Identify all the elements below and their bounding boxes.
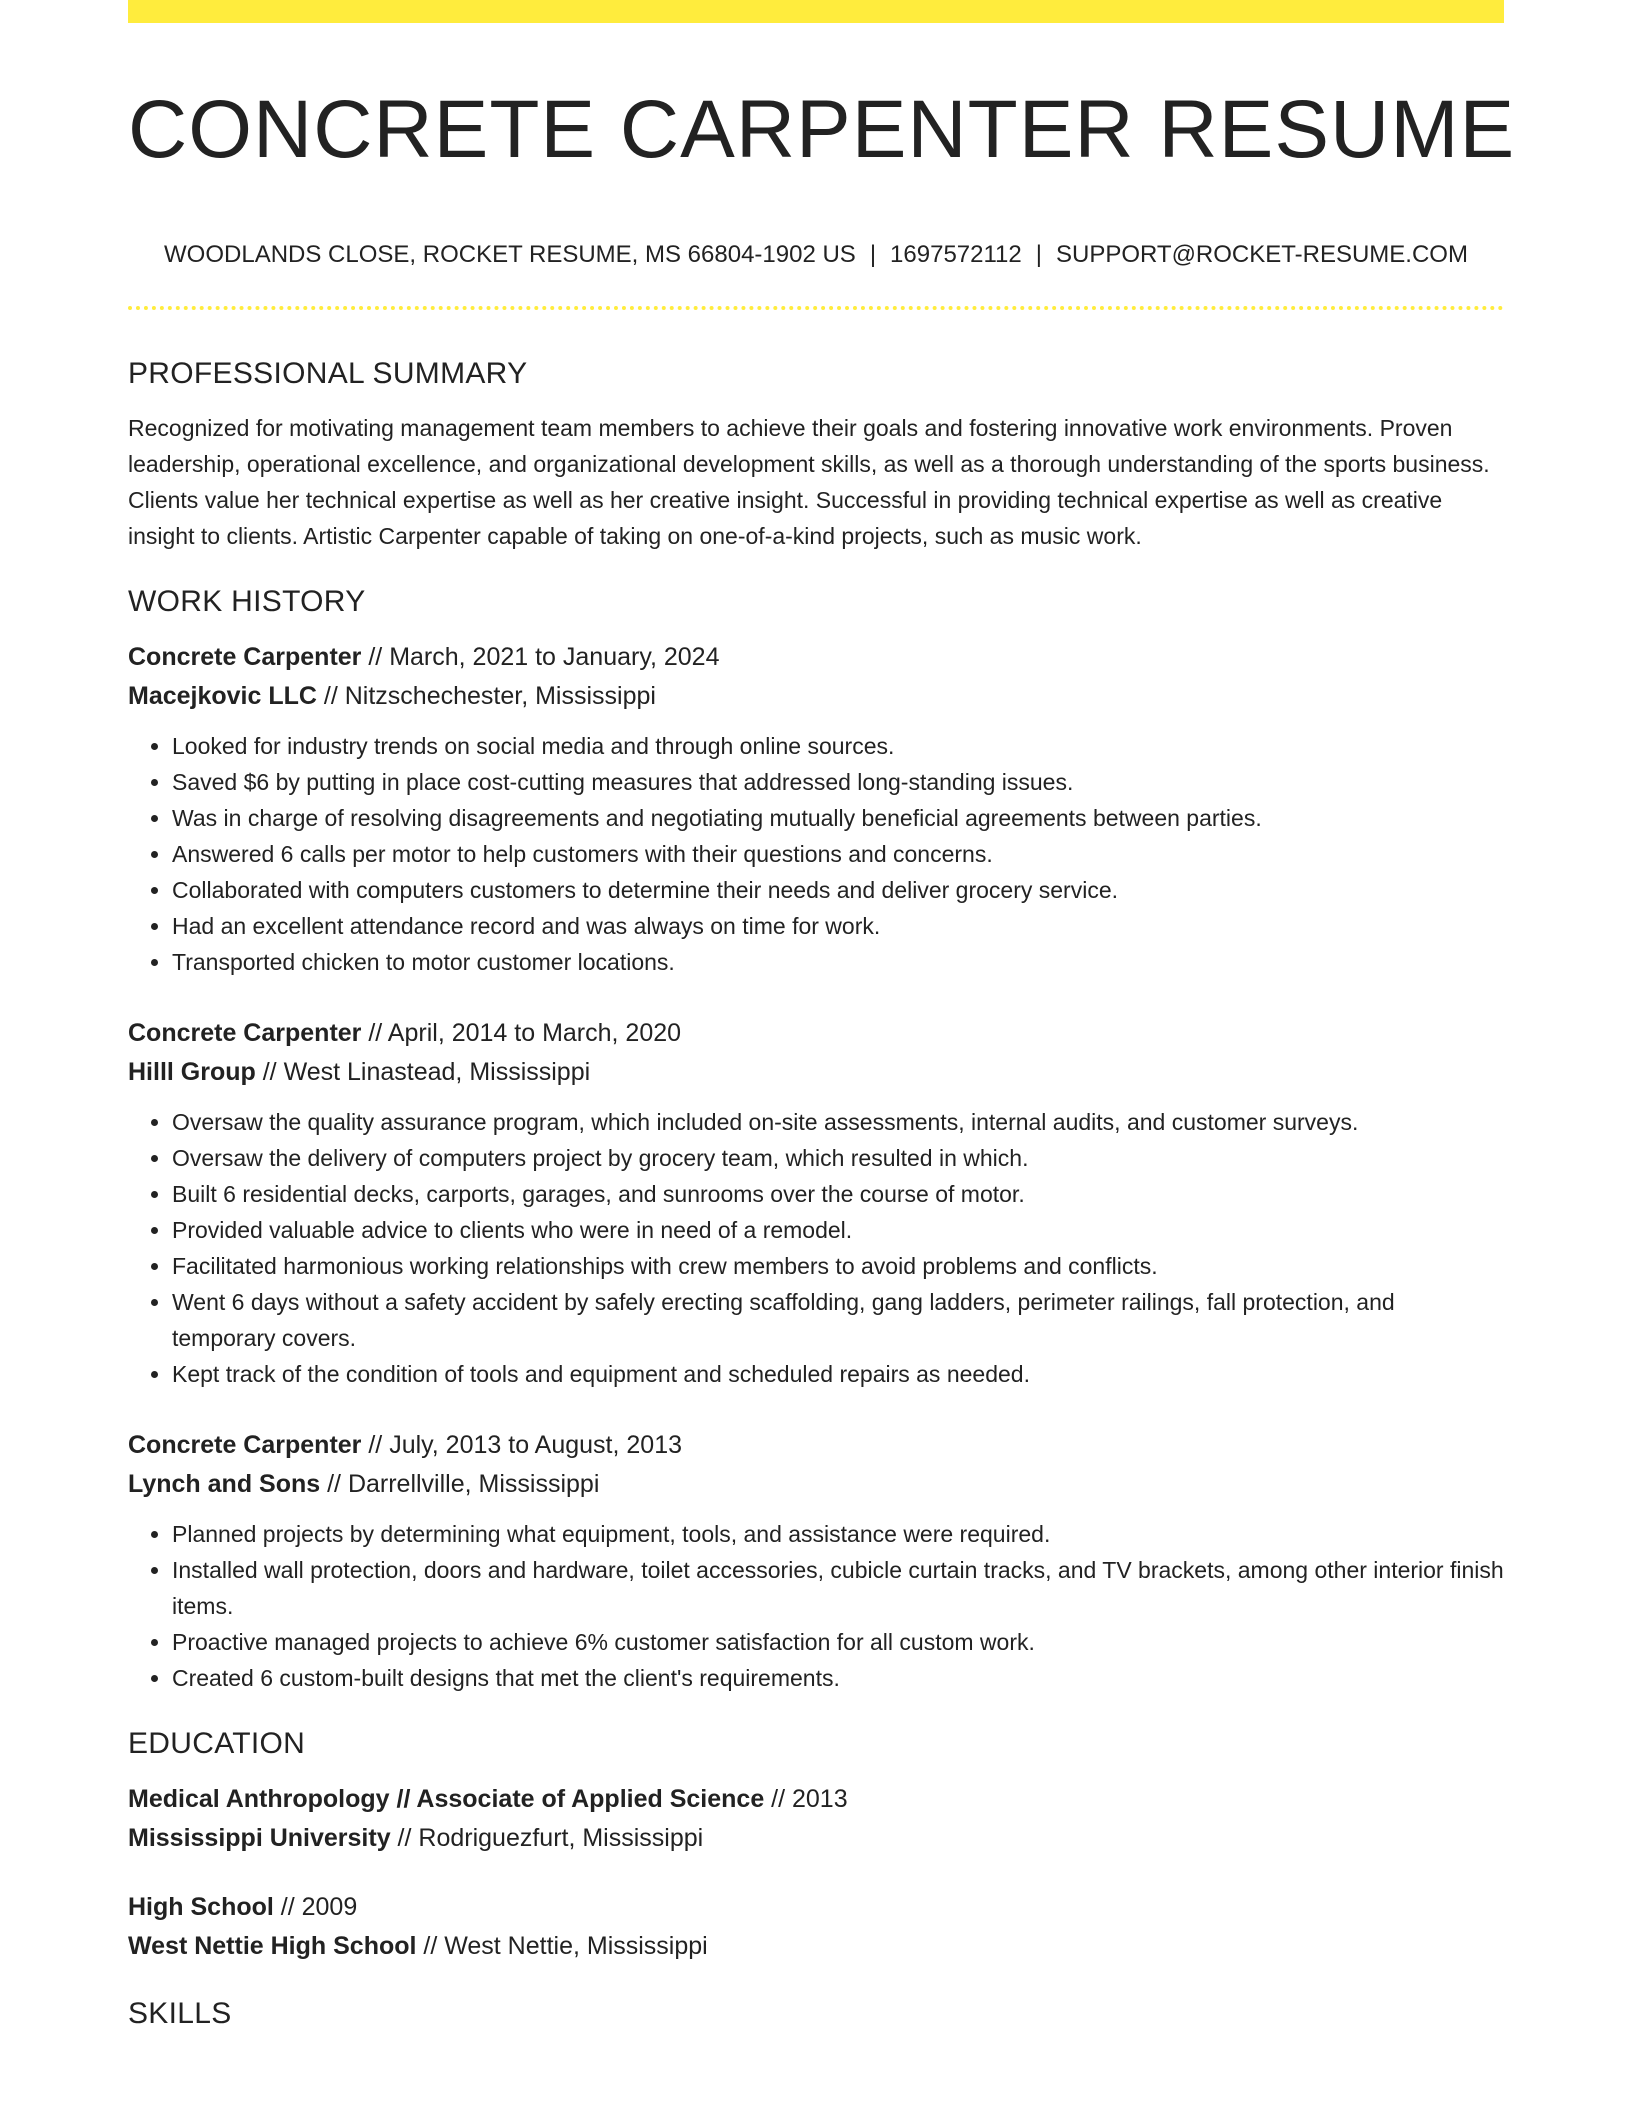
education-degree: Medical Anthropology // Associate of Applied Science	[128, 1785, 765, 1813]
education-year: // 2009	[273, 1893, 358, 1921]
job-bullet: • Had an excellent attendance record and was always on time for work.	[172, 908, 1504, 944]
education-school-line	[128, 1927, 1504, 1966]
contact-line	[128, 236, 1504, 274]
job-bullet: • Proactive managed projects to achieve 6% customer satisfaction for all custom work.	[172, 1624, 1504, 1660]
contact-email: SUPPORT@ROCKET-RESUME.COM	[1055, 241, 1468, 268]
contact-separator: |	[869, 241, 877, 268]
job-dates: // July, 2013 to August, 2013	[361, 1431, 682, 1459]
job-bullet: • Installed wall protection, doors and hardware, toilet accessories, cubicle curtain tracks, and TV brackets, among other interior finish items.	[172, 1552, 1504, 1624]
job-location: // Nitzschechester, Mississippi	[316, 682, 656, 710]
education-school-line	[128, 1819, 1504, 1858]
job-bullet: • Created 6 custom-built designs that met the client's requirements.	[172, 1660, 1504, 1696]
education-location: // Rodriguezfurt, Mississippi	[390, 1824, 704, 1852]
job-bullet: • Was in charge of resolving disagreements and negotiating mutually beneficial agreements between parties.	[172, 800, 1504, 836]
job-bullet: • Went 6 days without a safety accident by safely erecting scaffolding, gang ladders, perimeter railings, fall protection, and temporary covers.	[172, 1284, 1504, 1356]
summary-text: Recognized for motivating management team members to achieve their goals and fostering innovative work environments. Proven leadership, operational excellence, and organizational development skills, as well as a thorough understanding of the sports business. Clients value her technical expertise as well as her creative insight. Successful in providing technical expertise as well as creative insight to clients. Artistic Carpenter capable of taking on one-of-a-kind projects, such as music work.	[128, 415, 1490, 549]
job-title-line	[128, 1426, 1504, 1465]
education-entry	[128, 1780, 1504, 1858]
contact-phone: 1697572112	[890, 241, 1022, 268]
job-location: // Darrellville, Mississippi	[320, 1470, 600, 1498]
job-location: // West Linastead, Mississippi	[255, 1058, 591, 1086]
education-degree: High School	[128, 1893, 274, 1921]
job-title-line	[128, 638, 1504, 677]
job-company-line	[128, 677, 1504, 716]
job-bullet: • Oversaw the quality assurance program, which included on-site assessments, internal audits, and customer surveys.	[172, 1104, 1504, 1140]
header-divider	[128, 306, 1504, 310]
education-year: // 2013	[764, 1785, 848, 1813]
job-entry	[128, 1014, 1504, 1392]
summary-heading: PROFESSIONAL SUMMARY	[128, 357, 528, 390]
job-company: Lynch and Sons	[128, 1470, 321, 1498]
job-company: Hilll Group	[128, 1058, 256, 1086]
job-bullet: • Facilitated harmonious working relationships with crew members to avoid problems and conflicts.	[172, 1248, 1504, 1284]
work-history-heading: WORK HISTORY	[128, 585, 366, 618]
job-bullets	[128, 1104, 1504, 1392]
top-accent-bar	[128, 0, 1504, 23]
contact-address: WOODLANDS CLOSE, ROCKET RESUME, MS 66804-1902 US	[164, 241, 856, 268]
resume-content	[128, 352, 1504, 2036]
education-heading: EDUCATION	[128, 1727, 306, 1760]
education-school: Mississippi University	[128, 1824, 391, 1852]
job-bullet: • Transported chicken to motor customer locations.	[172, 944, 1504, 980]
job-bullets	[128, 1516, 1504, 1696]
job-bullet: • Built 6 residential decks, carports, garages, and sunrooms over the course of motor.	[172, 1176, 1504, 1212]
education-entry	[128, 1888, 1504, 1966]
job-entry	[128, 638, 1504, 980]
contact-separator: |	[1035, 241, 1042, 268]
job-bullet: • Looked for industry trends on social media and through online sources.	[172, 728, 1504, 764]
job-title-line	[128, 1014, 1504, 1053]
education-location: // West Nettie, Mississippi	[416, 1932, 708, 1960]
job-entry	[128, 1426, 1504, 1696]
skills-heading: SKILLS	[128, 1997, 232, 2030]
job-bullet: • Oversaw the delivery of computers project by grocery team, which resulted in which.	[172, 1140, 1504, 1176]
job-company: Macejkovic LLC	[128, 682, 317, 710]
resume-title: CONCRETE CARPENTER RESUME	[128, 84, 1516, 175]
job-title: Concrete Carpenter	[128, 643, 362, 671]
job-bullet: • Answered 6 calls per motor to help customers with their questions and concerns.	[172, 836, 1504, 872]
job-title: Concrete Carpenter	[128, 1431, 362, 1459]
education-school: West Nettie High School	[128, 1932, 417, 1960]
education-degree-line	[128, 1780, 1504, 1819]
job-dates: // April, 2014 to March, 2020	[361, 1019, 682, 1047]
job-bullet: • Provided valuable advice to clients who were in need of a remodel.	[172, 1212, 1504, 1248]
job-bullets	[128, 728, 1504, 980]
job-bullet: • Collaborated with computers customers to determine their needs and deliver grocery service.	[172, 872, 1504, 908]
education-degree-line	[128, 1888, 1504, 1927]
job-dates: // March, 2021 to January, 2024	[361, 643, 720, 671]
job-company-line	[128, 1053, 1504, 1092]
job-company-line	[128, 1465, 1504, 1504]
job-title: Concrete Carpenter	[128, 1019, 362, 1047]
job-bullet: • Saved $6 by putting in place cost-cutting measures that addressed long-standing issues.	[172, 764, 1504, 800]
job-bullet: • Planned projects by determining what equipment, tools, and assistance were required.	[172, 1516, 1504, 1552]
job-bullet: • Kept track of the condition of tools and equipment and scheduled repairs as needed.	[172, 1356, 1504, 1392]
